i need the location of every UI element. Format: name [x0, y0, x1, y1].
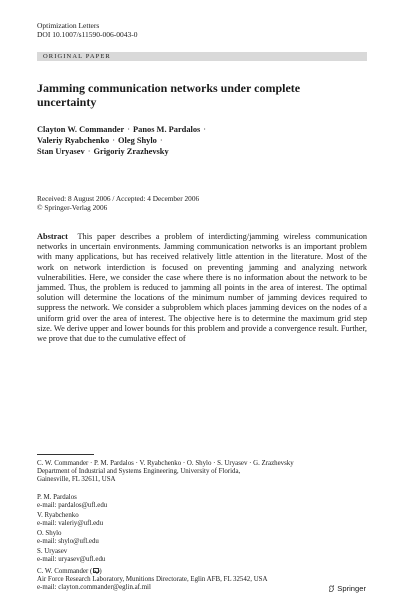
- contact-email: e-mail: shylo@ufl.edu: [37, 538, 99, 546]
- journal-name: Optimization Letters: [37, 21, 100, 30]
- abstract: [37, 232, 367, 344]
- abstract-text: This paper describes a problem of interdicting/jamming wireless communication networks in uncertain environments. Jamming communication networks is an important problem with many applications, but has received relatively little attention in the literature. Most of the work on network interdiction is focused on preventing jamming and analyzing network vulnerabilities. Here, we consider the case where there is no information about the network to be jammed. Thus, the problem is reduced to jamming all points in the area of interest. The optimal solution will determine the locations of the minimum number of jamming devices required to suppress the network. We consider a subproblem which places jamming devices on the nodes of a uniform grid over the area of interest. The objective here is to determine the maximum grid step size. We derive upper and lower bounds for this problem and provide a convergence result. Further, we prove that due to the cumulative effect of: [37, 232, 368, 344]
- envelope-icon: [93, 568, 99, 573]
- paper-title: Jamming communication networks under complete uncertainty: [37, 81, 301, 109]
- contact-name: P. M. Pardalos: [37, 494, 77, 501]
- springer-horse-icon: [328, 585, 335, 592]
- corresponding-affiliation: Air Force Research Laboratory, Munitions Directorate, Eglin AFB, FL 32542, USA: [37, 576, 268, 584]
- contact-block: [37, 512, 367, 528]
- journal-doi: DOI 10.1007/s11590-006-0043-0: [37, 30, 138, 39]
- corresponding-author-name: C. W. Commander: [37, 568, 89, 575]
- publisher-name: Springer: [337, 584, 366, 593]
- section-banner: ORIGINAL PAPER: [37, 52, 367, 61]
- author: Panos M. Pardalos: [133, 125, 201, 134]
- contact-block: [37, 530, 367, 546]
- author-separator: ·: [112, 136, 116, 146]
- author: Grigoriy Zrazhevsky: [93, 147, 169, 157]
- contact-email: e-mail: pardalos@ufl.edu: [37, 502, 108, 510]
- contact-name: V. Ryabchenko: [37, 512, 79, 519]
- footnote-department: Department of Industrial and Systems Engineering, University of Florida,: [37, 468, 241, 476]
- author-separator: ·: [127, 125, 131, 134]
- author-separator: ·: [159, 136, 163, 146]
- footnote-author-list: C. W. Commander · P. M. Pardalos · V. Ryabchenko · O. Shylo · S. Uryasev · G. Zrazhevsky: [37, 460, 294, 467]
- copyright-line: © Springer-Verlag 2006: [37, 203, 108, 213]
- corresponding-author-block: C. W. Commander ( ) Air Force Research Laboratory, Munitions Directorate, Eglin AFB, FL 32542, USA e-mail: clayton.commander@eglin.af.mil: [37, 568, 367, 593]
- author: Valeriy Ryabchenko: [37, 136, 110, 146]
- author-list: [37, 124, 337, 158]
- contact-email: e-mail: uryasev@ufl.edu: [37, 556, 106, 564]
- publication-dates: [37, 194, 199, 213]
- contact-email: e-mail: valeriy@ufl.edu: [37, 520, 104, 528]
- contact-name: O. Shylo: [37, 530, 62, 537]
- corresponding-email: e-mail: clayton.commander@eglin.af.mil: [37, 584, 151, 592]
- author-separator: ·: [87, 147, 91, 157]
- contact-block: [37, 548, 367, 564]
- author: Stan Uryasev: [37, 147, 85, 157]
- author-separator: ·: [203, 125, 207, 134]
- contact-block: [37, 494, 367, 510]
- author: Clayton W. Commander: [37, 125, 125, 134]
- affiliation-block: [37, 460, 367, 485]
- received-accepted: Received: 8 August 2006 / Accepted: 4 December 2006: [37, 194, 200, 203]
- journal-info: [37, 21, 138, 39]
- abstract-heading: Abstract: [37, 232, 68, 241]
- publisher-mark: [328, 584, 366, 593]
- contact-name: S. Uryasev: [37, 548, 68, 555]
- footnote-location: Gainesville, FL 32611, USA: [37, 476, 116, 484]
- author: Oleg Shylo: [118, 136, 157, 146]
- footnote-rule: [37, 454, 94, 455]
